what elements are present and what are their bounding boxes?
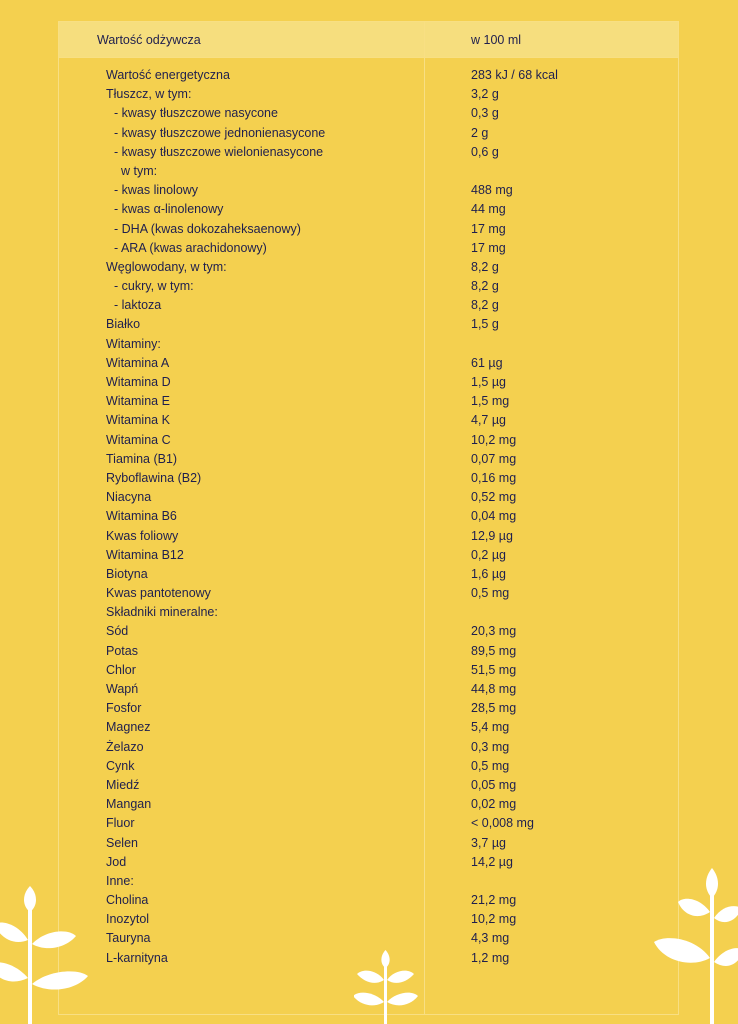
nutrient-value: < 0,008 mg [471, 816, 534, 831]
table-row [0, 872, 738, 891]
nutrient-name: Cynk [106, 758, 135, 773]
table-row [0, 891, 738, 910]
table-row [0, 661, 738, 680]
table-row [0, 162, 738, 181]
nutrient-value: 4,3 mg [471, 931, 510, 946]
nutrient-name: Witamina B6 [106, 509, 177, 524]
table-row [0, 469, 738, 488]
nutrient-name: Inozytol [106, 912, 150, 927]
table-row [0, 450, 738, 469]
nutrient-name: Kwas foliowy [106, 528, 179, 543]
nutrient-name: Potas [106, 643, 138, 658]
nutrient-value: 5,4 mg [471, 720, 510, 735]
nutrient-name: Witamina D [106, 375, 171, 389]
nutrient-name: Witamina C [106, 432, 171, 447]
nutrient-name: Białko [106, 317, 141, 332]
table-row [0, 546, 738, 565]
nutrient-name: L-karnityna [106, 950, 168, 965]
nutrient-value: 1,5 µg [471, 375, 507, 389]
nutrient-name: - kwas α-linolenowy [114, 202, 224, 217]
table-row [0, 392, 738, 411]
nutrient-value: 283 kJ / 68 kcal [471, 68, 558, 82]
nutrient-name: - laktoza [114, 298, 162, 313]
nutrient-value: 21,2 mg [471, 893, 517, 908]
table-row [0, 642, 738, 661]
nutrient-value: 61 µg [471, 355, 503, 370]
nutrient-value: 0,5 mg [471, 758, 510, 773]
table-row [0, 335, 738, 354]
nutrient-name: Jod [106, 854, 127, 869]
table-row [0, 853, 738, 872]
nutrient-value: 44 mg [471, 202, 506, 217]
nutrient-name: - cukry, w tym: [114, 279, 194, 294]
nutrient-name: Tauryna [106, 931, 151, 946]
nutrient-value: 28,5 mg [471, 701, 517, 716]
nutrient-value: 3,2 g [471, 87, 499, 102]
nutrient-name: Selen [106, 835, 138, 850]
table-row [0, 85, 738, 104]
nutrient-name: Kwas pantotenowy [106, 586, 211, 601]
nutrient-name: Inne: [106, 873, 134, 888]
nutrient-value: 1,2 mg [471, 950, 510, 965]
table-row [0, 124, 738, 143]
nutrient-name: w tym: [121, 163, 158, 178]
table-row [0, 104, 738, 123]
nutrient-name: Witaminy: [106, 336, 161, 351]
nutrient-value: 51,5 mg [471, 662, 517, 677]
nutrient-value: 0,05 mg [471, 777, 517, 792]
table-row [0, 296, 738, 315]
nutrient-value: 14,2 µg [471, 854, 513, 869]
nutrient-name: Magnez [106, 720, 151, 735]
table-row [0, 584, 738, 603]
table-row [0, 181, 738, 200]
nutrient-value: 0,02 mg [471, 797, 517, 812]
nutrient-value: 44,8 mg [471, 682, 517, 696]
nutrient-value: 2 g [471, 125, 489, 140]
nutrient-name: Wartość energetyczna [106, 68, 230, 82]
nutrient-name: - kwasy tłuszczowe jednonienasycone [114, 125, 326, 140]
plant-center-icon [354, 950, 418, 1024]
nutrient-value: 4,7 µg [471, 413, 507, 428]
nutrient-value: 0,16 mg [471, 470, 517, 485]
nutrient-name: Witamina B12 [106, 547, 184, 562]
nutrient-name: Sód [106, 624, 129, 639]
table-row [0, 795, 738, 814]
nutrient-name: Ryboflawina (B2) [106, 470, 202, 485]
nutrient-value: 1,5 mg [471, 394, 510, 409]
table-row [0, 929, 738, 948]
header-per-100ml: w 100 ml [471, 33, 522, 47]
nutrient-name: Tiamina (B1) [106, 451, 178, 466]
table-row [0, 431, 738, 450]
nutrient-value: 0,04 mg [471, 509, 517, 524]
table-row [0, 373, 738, 392]
table-row [0, 143, 738, 162]
nutrient-name: - ARA (kwas arachidonowy) [114, 240, 267, 255]
table-row [0, 507, 738, 526]
table-row [0, 718, 738, 737]
table-row [0, 411, 738, 430]
nutrient-value: 17 mg [471, 240, 506, 255]
nutrient-name: Chlor [106, 662, 136, 677]
nutrition-rows [0, 66, 738, 968]
table-row [0, 738, 738, 757]
nutrient-value: 0,07 mg [471, 451, 517, 466]
nutrient-name: Witamina E [106, 394, 170, 409]
nutrient-value: 0,6 g [471, 144, 499, 159]
nutrient-name: - DHA (kwas dokozaheksaenowy) [114, 221, 301, 236]
nutrient-value: 1,6 µg [471, 566, 507, 581]
nutrient-value: 0,5 mg [471, 586, 510, 601]
nutrient-value: 20,3 mg [471, 624, 517, 639]
nutrient-value: 10,2 mg [471, 432, 517, 447]
nutrient-name: Witamina A [106, 355, 170, 370]
table-row [0, 757, 738, 776]
nutrient-name: Mangan [106, 797, 152, 812]
table-row [0, 66, 738, 85]
nutrient-value: 488 mg [471, 183, 513, 198]
table-row [0, 565, 738, 584]
nutrient-value: 3,7 µg [471, 835, 507, 850]
table-row [0, 603, 738, 622]
table-row [0, 220, 738, 239]
nutrient-name: Niacyna [106, 490, 152, 505]
table-row [0, 834, 738, 853]
table-row [0, 277, 738, 296]
nutrient-name: Tłuszcz, w tym: [106, 87, 192, 102]
nutrient-value: 0,3 mg [471, 739, 510, 754]
nutrient-name: Fluor [106, 816, 135, 831]
nutrient-name: Fosfor [106, 701, 142, 716]
table-row [0, 699, 738, 718]
header-nutrient: Wartość odżywcza [97, 33, 201, 47]
nutrient-name: Żelazo [106, 739, 144, 754]
table-row [0, 354, 738, 373]
nutrient-name: - kwasy tłuszczowe wielonienasycone [114, 144, 324, 159]
nutrient-value: 8,2 g [471, 279, 499, 294]
nutrient-value: 1,5 g [471, 317, 499, 332]
nutrient-name: Wapń [106, 682, 139, 696]
nutrient-name: - kwas linolowy [114, 183, 199, 198]
nutrient-name: - kwasy tłuszczowe nasycone [114, 106, 278, 121]
nutrient-name: Witamina K [106, 413, 170, 428]
nutrient-value: 8,2 g [471, 298, 499, 313]
nutrient-value: 0,3 g [471, 106, 499, 121]
nutrient-name: Składniki mineralne: [106, 605, 218, 620]
nutrient-value: 12,9 µg [471, 528, 513, 543]
table-row [0, 315, 738, 334]
table-row [0, 527, 738, 546]
nutrient-name: Biotyna [106, 566, 148, 581]
table-row [0, 258, 738, 277]
nutrient-name: Cholina [106, 893, 149, 908]
table-row [0, 776, 738, 795]
nutrient-name: Miedź [106, 777, 140, 792]
nutrient-value: 17 mg [471, 221, 506, 236]
table-row [0, 814, 738, 833]
table-row [0, 680, 738, 699]
table-row [0, 488, 738, 507]
table-row [0, 910, 738, 929]
nutrient-value: 0,52 mg [471, 490, 517, 505]
table-row [0, 239, 738, 258]
nutrient-value: 0,2 µg [471, 547, 507, 562]
plant-right-icon [652, 866, 738, 1024]
nutrient-name: Węglowodany, w tym: [106, 259, 227, 274]
nutrient-value: 8,2 g [471, 259, 499, 274]
plant-left-icon [0, 884, 95, 1024]
table-row [0, 200, 738, 219]
table-row [0, 622, 738, 641]
nutrient-value: 10,2 mg [471, 912, 517, 927]
nutrient-value: 89,5 mg [471, 643, 517, 658]
